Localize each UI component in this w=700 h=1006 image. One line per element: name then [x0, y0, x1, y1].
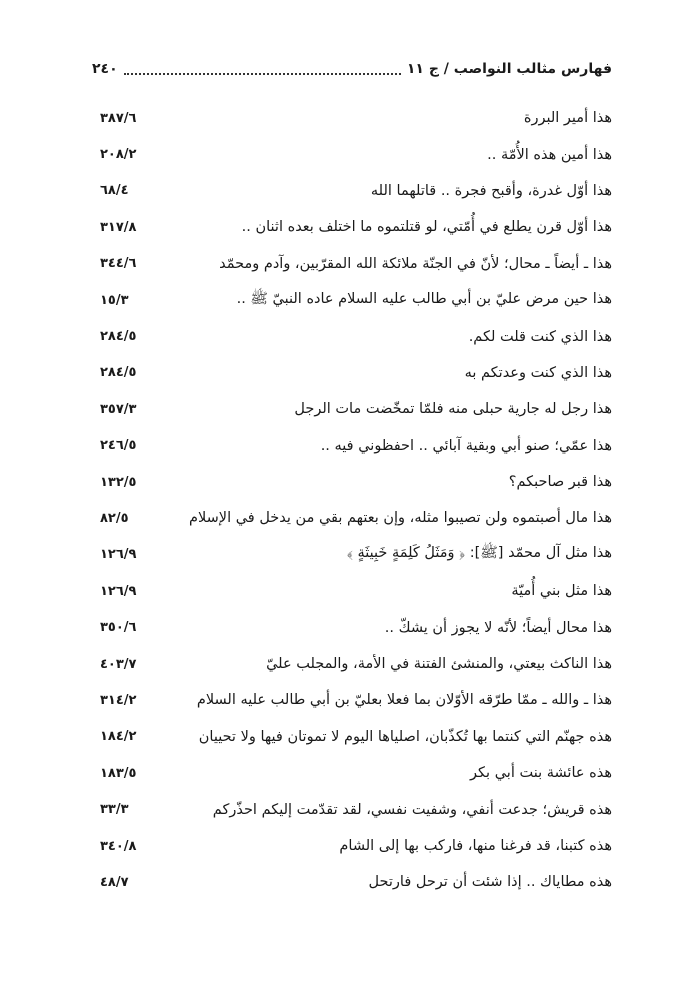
- index-entry: [100, 646, 612, 682]
- index-entry: [100, 537, 612, 573]
- entry-text: هذه كتبنا، قد فرغنا منها، فاركب بها إلى الشام: [339, 838, 612, 854]
- index-entry: [100, 355, 612, 391]
- index-entry: [100, 828, 612, 864]
- entry-reference: ١٥/٣: [100, 292, 129, 308]
- entry-reference: ٦٨/٤: [100, 183, 129, 199]
- entry-reference: ١٢٦/٩: [100, 547, 137, 563]
- index-entry: [100, 318, 612, 354]
- entry-text: هذا عمّي؛ صنو أبي وبقية آبائي .. احفظوني فيه ..: [320, 437, 612, 454]
- index-entry: [100, 282, 612, 318]
- entry-text: هذا الناكث بيعتي، والمنشئ الفتنة في الأمة، والمجلب عليّ: [266, 656, 612, 673]
- index-entry: [100, 719, 612, 755]
- entry-reference: ٣٥٠/٦: [100, 620, 137, 636]
- index-entry: [100, 100, 612, 136]
- index-entry: [100, 682, 612, 718]
- entry-text: هذا أمير البررة: [523, 110, 612, 127]
- index-entry: [100, 464, 612, 500]
- entry-text: هذا ـ والله ـ ممّا طرّقه الأوّلان بما فعلا بعليّ بن أبي طالب عليه السلام: [196, 692, 612, 709]
- entry-reference: ١٣٢/٥: [100, 474, 137, 490]
- entry-text: هذا ـ أيضاً ـ محال؛ لأنّ في الجنّة ملائكة الله المقرّبين، وآدم ومحمّد: [219, 255, 612, 272]
- entry-reference: ١٢٦/٩: [100, 583, 137, 599]
- index-entry: [100, 173, 612, 209]
- page-number: ٢٤٠: [92, 61, 118, 77]
- entry-text: هذا رجل له جارية حبلى منه فلمّا تمخّضت مات الرجل: [294, 401, 612, 418]
- index-entry: [100, 428, 612, 464]
- index-entry: [100, 609, 612, 645]
- entry-reference: ٣٥٧/٣: [100, 401, 137, 417]
- entry-text: هذا أوّل غدرة، وأقبح فجرة .. قاتلهما الله: [370, 182, 612, 199]
- entry-text: هذه جهنّم التي كنتما بها تُكذّبان، اصلياها اليوم لا تموتان فيها ولا تحييان: [198, 728, 612, 745]
- index-entry: [100, 791, 612, 827]
- entry-reference: ٣٣/٣: [100, 802, 129, 818]
- header-title: فهارس مثالب النواصب / ج ١١: [406, 61, 612, 77]
- index-entry: [100, 209, 612, 245]
- entry-reference: ٣٨٧/٦: [100, 110, 137, 126]
- entry-reference: ١٨٣/٥: [100, 765, 137, 781]
- entry-reference: ٨٢/٥: [100, 510, 129, 526]
- entry-reference: ٣٤٠/٨: [100, 838, 137, 854]
- index-entry: [100, 864, 612, 900]
- index-entry: [100, 246, 612, 282]
- entry-reference: ١٨٤/٢: [100, 729, 137, 745]
- entry-text: هذه عائشة بنت أبي بكر: [470, 765, 612, 782]
- index-entry: [100, 136, 612, 172]
- index-entry: [100, 573, 612, 609]
- entry-reference: ٣١٤/٢: [100, 692, 137, 708]
- entry-text: هذا الذي كنت قلت لكم.: [468, 328, 612, 345]
- entry-reference: ٣١٧/٨: [100, 219, 137, 235]
- entry-text: هذا الذي كنت وعدتكم به: [464, 364, 612, 381]
- index-entry: [100, 755, 612, 791]
- entry-text: هذا أمين هذه الأُمّة ..: [487, 146, 612, 163]
- entry-reference: ٢٨٤/٥: [100, 365, 137, 381]
- entry-reference: ٤٠٣/٧: [100, 656, 137, 672]
- entry-reference: ٢٨٤/٥: [100, 329, 137, 345]
- entry-text: هذا مثل آل محمّد [ﷺ]: ﴿ وَمَثَلُ كَلِمَةٍ خَبِيثَةٍ ﴾: [346, 545, 612, 562]
- entry-text: هذه مطاياك .. إذا شئت أن ترحل فارتحل: [368, 874, 612, 891]
- entry-text: هذا أوّل قرن يطلع في أُمّتي، لو قتلتموه ما اختلف بعده اثنان ..: [241, 219, 612, 236]
- entry-reference: ٤٨/٧: [100, 874, 129, 890]
- index-entry: [100, 391, 612, 427]
- index-entry: [100, 500, 612, 536]
- index-list: [100, 100, 612, 901]
- entry-reference: ٣٤٤/٦: [100, 256, 137, 272]
- entry-text: هذا مثل بني أُميّة: [511, 583, 612, 600]
- running-header: [92, 58, 612, 80]
- entry-text: هذا حين مرض عليّ بن أبي طالب عليه السلام عاده النبيّ ﷺ ..: [236, 290, 612, 307]
- entry-text: هذا محال أيضاً؛ لأنّه لا يجوز أن يشكّ ..: [384, 619, 612, 636]
- entry-reference: ٢٠٨/٢: [100, 147, 137, 163]
- dotted-leader: [124, 63, 401, 75]
- entry-text: هذه قريش؛ جدعت أنفي، وشفيت نفسي، لقد تقدّمت إليكم احذّركم: [212, 801, 612, 818]
- entry-reference: ٢٤٦/٥: [100, 438, 137, 454]
- entry-text: هذا قبر صاحبكم؟: [508, 474, 612, 491]
- entry-text: هذا مال أصبتموه ولن تصيبوا مثله، وإن بعتهم بقي من يدخل في الإسلام: [189, 510, 612, 527]
